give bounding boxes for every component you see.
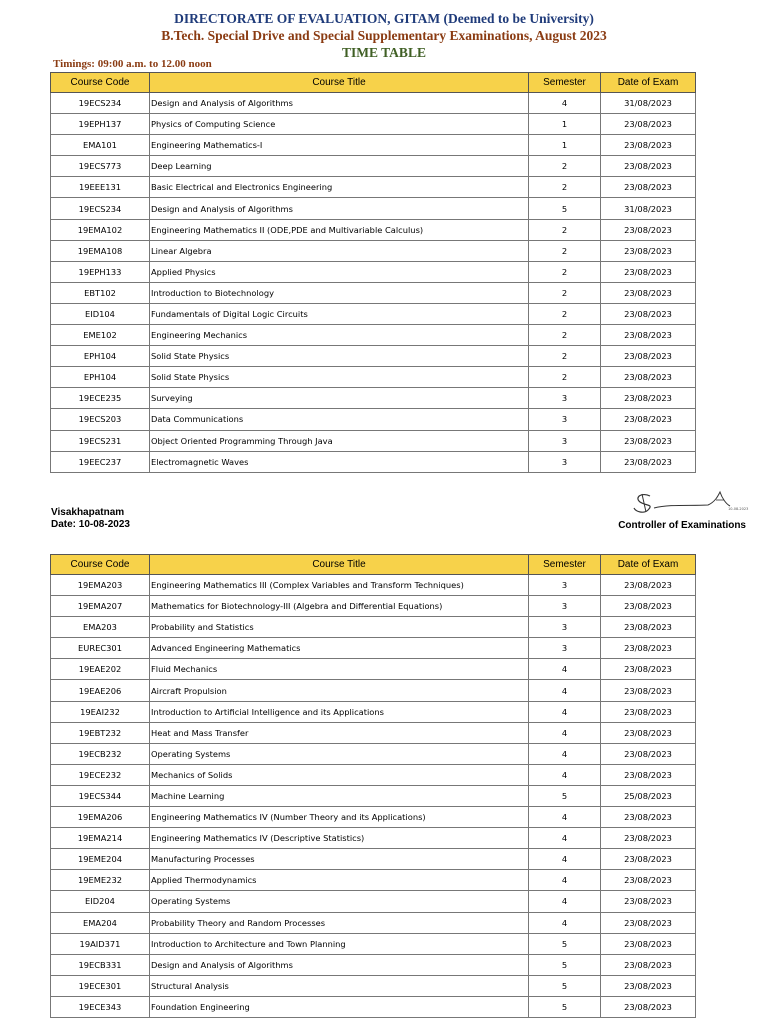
course-title-cell: Design and Analysis of Algorithms: [150, 954, 529, 975]
course-code-cell: 19ECE343: [51, 996, 150, 1017]
course-title-cell: Fluid Mechanics: [150, 659, 529, 680]
exam-date-cell: 23/08/2023: [601, 135, 696, 156]
table-row: [51, 891, 696, 912]
course-title-cell: Design and Analysis of Algorithms: [150, 93, 529, 114]
course-title-cell: Introduction to Architecture and Town Planning: [150, 933, 529, 954]
course-title-cell: Applied Thermodynamics: [150, 870, 529, 891]
semester-cell: 2: [529, 219, 601, 240]
exam-date-cell: 23/08/2023: [601, 177, 696, 198]
footer-date: Date: 10-08-2023: [51, 519, 130, 530]
semester-cell: 5: [529, 954, 601, 975]
exam-date-cell: 23/08/2023: [601, 996, 696, 1017]
semester-cell: 4: [529, 912, 601, 933]
course-code-cell: 19EPH137: [51, 114, 150, 135]
course-code-cell: 19EBT232: [51, 722, 150, 743]
semester-cell: 2: [529, 346, 601, 367]
course-code-cell: EMA101: [51, 135, 150, 156]
semester-cell: 3: [529, 388, 601, 409]
exam-date-cell: 23/08/2023: [601, 933, 696, 954]
semester-cell: 3: [529, 617, 601, 638]
exam-title: B.Tech. Special Drive and Special Supplementary Examinations, August 2023: [161, 28, 607, 43]
semester-cell: 1: [529, 135, 601, 156]
course-code-cell: 19EEE131: [51, 177, 150, 198]
semester-cell: 4: [529, 849, 601, 870]
exam-date-cell: 23/08/2023: [601, 701, 696, 722]
exam-date-cell: 23/08/2023: [601, 849, 696, 870]
exam-date-cell: 23/08/2023: [601, 828, 696, 849]
footer-place-date: [51, 507, 130, 531]
semester-cell: 4: [529, 680, 601, 701]
exam-date-cell: 23/08/2023: [601, 617, 696, 638]
exam-date-cell: 23/08/2023: [601, 975, 696, 996]
course-code-cell: 19EMA102: [51, 219, 150, 240]
table-row: [51, 93, 696, 114]
course-title-cell: Data Communications: [150, 409, 529, 430]
course-code-cell: 19EAI232: [51, 701, 150, 722]
table-row: [51, 659, 696, 680]
document-header: [0, 10, 768, 61]
header-course-title: Course Title: [150, 555, 529, 575]
table-row: [51, 388, 696, 409]
semester-cell: 3: [529, 596, 601, 617]
table-row: [51, 954, 696, 975]
exam-date-cell: 23/08/2023: [601, 346, 696, 367]
course-title-cell: Design and Analysis of Algorithms: [150, 198, 529, 219]
course-title-cell: Engineering Mathematics III (Complex Variables and Transform Techniques): [150, 575, 529, 596]
semester-cell: 4: [529, 93, 601, 114]
table-row: [51, 701, 696, 722]
course-code-cell: 19EMA214: [51, 828, 150, 849]
table-row: [51, 219, 696, 240]
course-title-cell: Deep Learning: [150, 156, 529, 177]
exam-date-cell: 23/08/2023: [601, 575, 696, 596]
course-title-cell: Structural Analysis: [150, 975, 529, 996]
controller-signature: [620, 488, 750, 518]
course-title-cell: Linear Algebra: [150, 240, 529, 261]
course-title-cell: Mechanics of Solids: [150, 764, 529, 785]
exam-date-cell: 23/08/2023: [601, 912, 696, 933]
course-code-cell: 19EMA207: [51, 596, 150, 617]
table-row: [51, 680, 696, 701]
course-title-cell: Engineering Mathematics IV (Descriptive Statistics): [150, 828, 529, 849]
table-header-row: [51, 73, 696, 93]
exam-date-cell: 23/08/2023: [601, 743, 696, 764]
semester-cell: 4: [529, 659, 601, 680]
controller-of-examinations: Controller of Examinations: [618, 520, 746, 531]
semester-cell: 4: [529, 722, 601, 743]
footer-place: Visakhapatnam: [51, 507, 125, 518]
course-title-cell: Basic Electrical and Electronics Engineering: [150, 177, 529, 198]
signature-date: 10-08-2023: [728, 507, 749, 511]
exam-date-cell: 23/08/2023: [601, 261, 696, 282]
course-code-cell: 19ECS773: [51, 156, 150, 177]
table-row: [51, 198, 696, 219]
header-date-of-exam: Date of Exam: [601, 73, 696, 93]
exam-date-cell: 23/08/2023: [601, 367, 696, 388]
exam-date-cell: 23/08/2023: [601, 954, 696, 975]
table-row: [51, 240, 696, 261]
table-row: [51, 451, 696, 472]
course-title-cell: Surveying: [150, 388, 529, 409]
course-code-cell: EID104: [51, 303, 150, 324]
table-row: [51, 135, 696, 156]
exam-date-cell: 23/08/2023: [601, 219, 696, 240]
course-title-cell: Engineering Mathematics IV (Number Theory and its Applications): [150, 807, 529, 828]
course-title-cell: Aircraft Propulsion: [150, 680, 529, 701]
course-title-cell: Electromagnetic Waves: [150, 451, 529, 472]
exam-date-cell: 23/08/2023: [601, 596, 696, 617]
semester-cell: 4: [529, 891, 601, 912]
course-title-cell: Solid State Physics: [150, 367, 529, 388]
course-code-cell: EMA203: [51, 617, 150, 638]
timetable-part-1: [50, 72, 696, 473]
table-row: [51, 177, 696, 198]
course-title-cell: Foundation Engineering: [150, 996, 529, 1017]
exam-timings: Timings: 09:00 a.m. to 12.00 noon: [53, 58, 212, 70]
course-code-cell: 19EMA203: [51, 575, 150, 596]
table-row: [51, 996, 696, 1017]
header-course-code: Course Code: [51, 555, 150, 575]
table-header-row: [51, 555, 696, 575]
exam-date-cell: 23/08/2023: [601, 114, 696, 135]
header-semester: Semester: [529, 73, 601, 93]
course-code-cell: EBT102: [51, 282, 150, 303]
semester-cell: 4: [529, 807, 601, 828]
exam-date-cell: 23/08/2023: [601, 870, 696, 891]
semester-cell: 2: [529, 240, 601, 261]
course-code-cell: 19EAE202: [51, 659, 150, 680]
semester-cell: 5: [529, 933, 601, 954]
exam-date-cell: 23/08/2023: [601, 891, 696, 912]
exam-date-cell: 23/08/2023: [601, 659, 696, 680]
course-code-cell: 19EAE206: [51, 680, 150, 701]
course-title-cell: Applied Physics: [150, 261, 529, 282]
semester-cell: 2: [529, 367, 601, 388]
table-row: [51, 575, 696, 596]
table-row: [51, 764, 696, 785]
course-title-cell: Advanced Engineering Mathematics: [150, 638, 529, 659]
course-title-cell: Engineering Mechanics: [150, 325, 529, 346]
table-row: [51, 282, 696, 303]
table-row: [51, 870, 696, 891]
course-title-cell: Heat and Mass Transfer: [150, 722, 529, 743]
course-title-cell: Probability Theory and Random Processes: [150, 912, 529, 933]
exam-date-cell: 23/08/2023: [601, 722, 696, 743]
course-title-cell: Engineering Mathematics II (ODE,PDE and Multivariable Calculus): [150, 219, 529, 240]
table-row: [51, 303, 696, 324]
header-semester: Semester: [529, 555, 601, 575]
table-row: [51, 409, 696, 430]
course-code-cell: EID204: [51, 891, 150, 912]
semester-cell: 2: [529, 325, 601, 346]
course-title-cell: Solid State Physics: [150, 346, 529, 367]
exam-date-cell: 23/08/2023: [601, 409, 696, 430]
course-code-cell: EMA204: [51, 912, 150, 933]
exam-date-cell: 23/08/2023: [601, 680, 696, 701]
course-code-cell: 19ECE301: [51, 975, 150, 996]
semester-cell: 3: [529, 451, 601, 472]
semester-cell: 2: [529, 156, 601, 177]
semester-cell: 4: [529, 870, 601, 891]
table-row: [51, 933, 696, 954]
semester-cell: 2: [529, 261, 601, 282]
course-code-cell: 19AID371: [51, 933, 150, 954]
table-row: [51, 828, 696, 849]
semester-cell: 4: [529, 743, 601, 764]
table-row: [51, 849, 696, 870]
course-code-cell: 19ECS203: [51, 409, 150, 430]
header-date-of-exam: Date of Exam: [601, 555, 696, 575]
semester-cell: 1: [529, 114, 601, 135]
course-code-cell: 19EME204: [51, 849, 150, 870]
table-row: [51, 617, 696, 638]
exam-date-cell: 31/08/2023: [601, 93, 696, 114]
exam-date-cell: 23/08/2023: [601, 282, 696, 303]
course-title-cell: Operating Systems: [150, 891, 529, 912]
course-title-cell: Physics of Computing Science: [150, 114, 529, 135]
table-row: [51, 638, 696, 659]
course-code-cell: 19ECS234: [51, 198, 150, 219]
course-title-cell: Manufacturing Processes: [150, 849, 529, 870]
table-row: [51, 367, 696, 388]
course-code-cell: 19EPH133: [51, 261, 150, 282]
course-title-cell: Object Oriented Programming Through Java: [150, 430, 529, 451]
table-row: [51, 156, 696, 177]
exam-date-cell: 25/08/2023: [601, 785, 696, 806]
semester-cell: 3: [529, 638, 601, 659]
course-code-cell: 19ECE235: [51, 388, 150, 409]
table-row: [51, 975, 696, 996]
exam-date-cell: 31/08/2023: [601, 198, 696, 219]
semester-cell: 5: [529, 975, 601, 996]
course-code-cell: 19EME232: [51, 870, 150, 891]
course-code-cell: 19ECE232: [51, 764, 150, 785]
table-row: [51, 912, 696, 933]
header-course-code: Course Code: [51, 73, 150, 93]
course-code-cell: EUREC301: [51, 638, 150, 659]
exam-date-cell: 23/08/2023: [601, 451, 696, 472]
course-code-cell: 19EEC237: [51, 451, 150, 472]
course-title-cell: Introduction to Biotechnology: [150, 282, 529, 303]
table-row: [51, 114, 696, 135]
semester-cell: 5: [529, 996, 601, 1017]
course-code-cell: 19EMA206: [51, 807, 150, 828]
directorate-title: DIRECTORATE OF EVALUATION, GITAM (Deemed to be University): [174, 11, 594, 26]
exam-date-cell: 23/08/2023: [601, 764, 696, 785]
exam-date-cell: 23/08/2023: [601, 325, 696, 346]
semester-cell: 3: [529, 430, 601, 451]
semester-cell: 2: [529, 303, 601, 324]
time-table-title: TIME TABLE: [342, 45, 426, 60]
semester-cell: 4: [529, 828, 601, 849]
exam-date-cell: 23/08/2023: [601, 388, 696, 409]
header-course-title: Course Title: [150, 73, 529, 93]
semester-cell: 2: [529, 177, 601, 198]
course-code-cell: 19ECS234: [51, 93, 150, 114]
exam-date-cell: 23/08/2023: [601, 303, 696, 324]
semester-cell: 2: [529, 282, 601, 303]
semester-cell: 5: [529, 198, 601, 219]
course-code-cell: 19ECB331: [51, 954, 150, 975]
course-code-cell: 19ECS344: [51, 785, 150, 806]
course-title-cell: Introduction to Artificial Intelligence and its Applications: [150, 701, 529, 722]
course-code-cell: 19EMA108: [51, 240, 150, 261]
course-code-cell: 19ECS231: [51, 430, 150, 451]
course-title-cell: Engineering Mathematics-I: [150, 135, 529, 156]
course-title-cell: Fundamentals of Digital Logic Circuits: [150, 303, 529, 324]
semester-cell: 4: [529, 764, 601, 785]
table-row: [51, 261, 696, 282]
table-row: [51, 722, 696, 743]
semester-cell: 3: [529, 409, 601, 430]
table-row: [51, 346, 696, 367]
course-title-cell: Probability and Statistics: [150, 617, 529, 638]
table-row: [51, 596, 696, 617]
exam-date-cell: 23/08/2023: [601, 240, 696, 261]
table-row: [51, 430, 696, 451]
table-row: [51, 743, 696, 764]
exam-date-cell: 23/08/2023: [601, 430, 696, 451]
course-title-cell: Operating Systems: [150, 743, 529, 764]
table-row: [51, 785, 696, 806]
course-title-cell: Machine Learning: [150, 785, 529, 806]
semester-cell: 4: [529, 701, 601, 722]
course-code-cell: 19ECB232: [51, 743, 150, 764]
course-code-cell: EPH104: [51, 346, 150, 367]
exam-date-cell: 23/08/2023: [601, 807, 696, 828]
exam-date-cell: 23/08/2023: [601, 156, 696, 177]
table-row: [51, 325, 696, 346]
semester-cell: 5: [529, 785, 601, 806]
timetable-part-2: [50, 554, 696, 1018]
table-row: [51, 807, 696, 828]
exam-date-cell: 23/08/2023: [601, 638, 696, 659]
course-title-cell: Mathematics for Biotechnology-III (Algebra and Differential Equations): [150, 596, 529, 617]
course-code-cell: EME102: [51, 325, 150, 346]
semester-cell: 3: [529, 575, 601, 596]
course-code-cell: EPH104: [51, 367, 150, 388]
